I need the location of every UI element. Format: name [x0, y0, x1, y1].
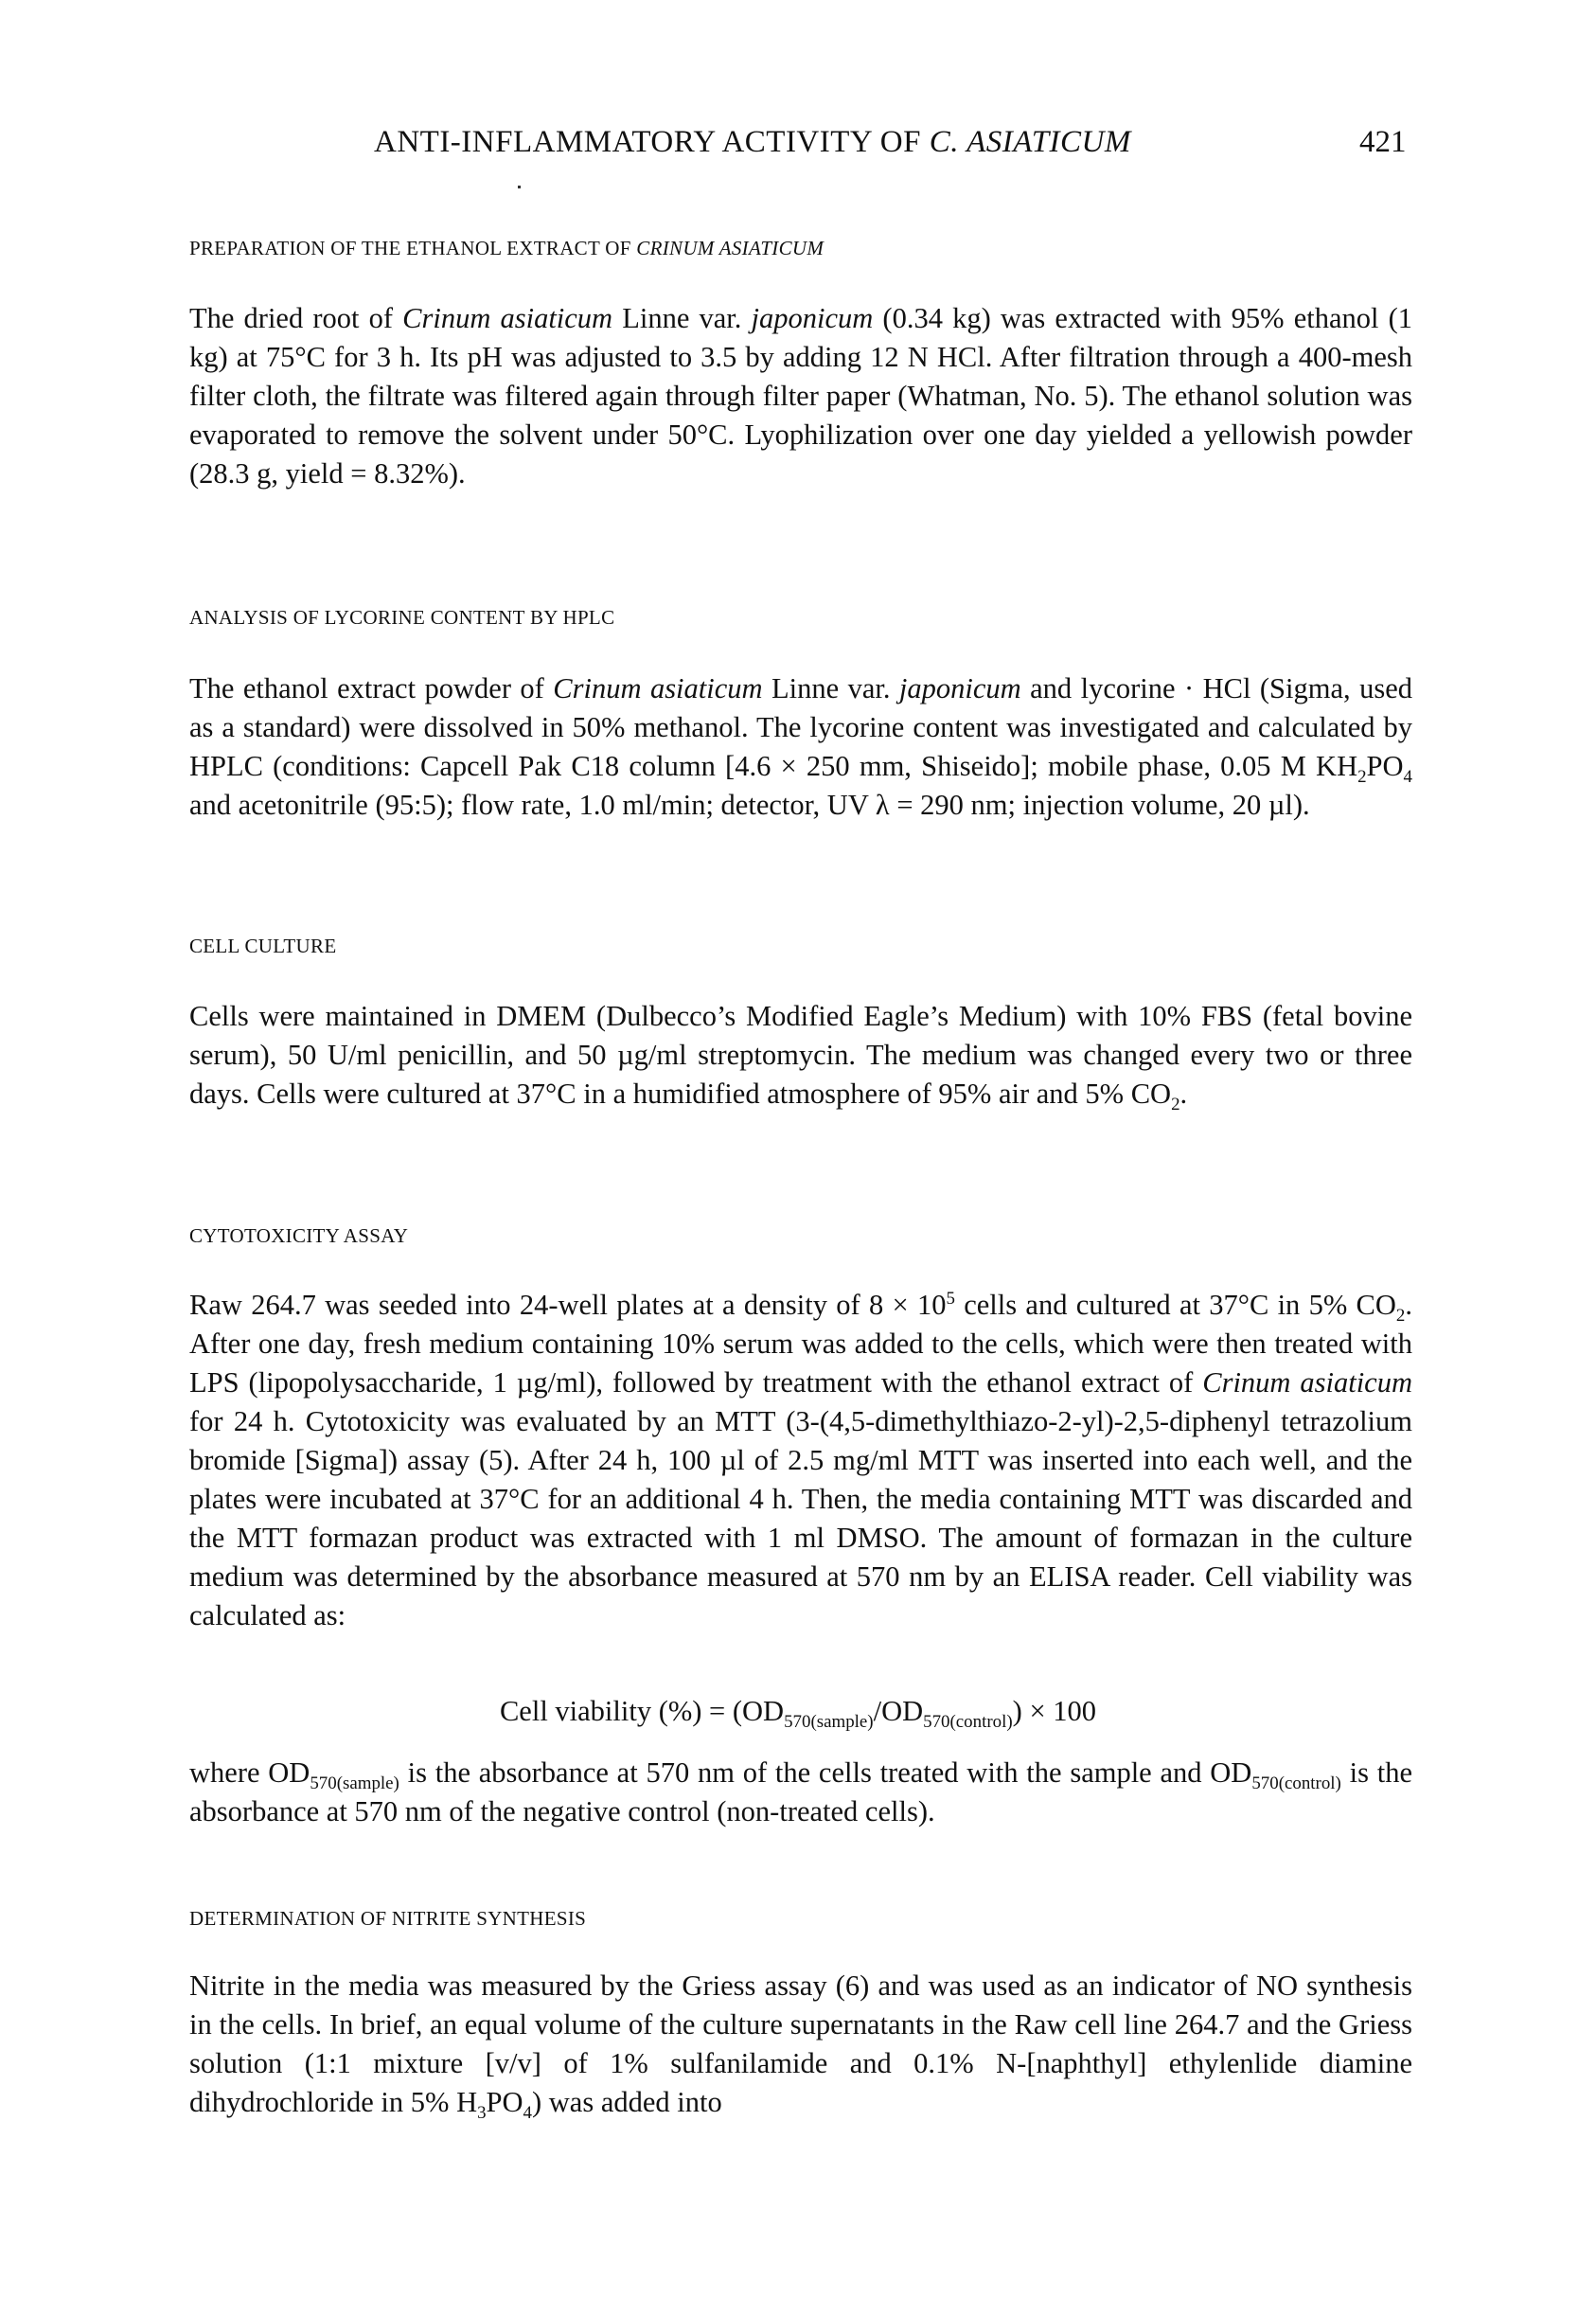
- paragraph: [189, 299, 1412, 493]
- text-run: . After one day, fresh medium containing 10% serum was added to the cells, which were then treated with LPS (lipopolysaccharide, 1 µg/ml), followed by treatment with the ethanol extract of: [189, 1289, 1412, 1399]
- text-run: cells and cultured at 37°C in 5% CO: [954, 1289, 1396, 1321]
- text-run: PO: [486, 2086, 523, 2118]
- text-run: (0.34 kg) was extracted with 95% ethanol (1 kg) at 75°C for 3 h. Its pH was adjusted to 3.5 by adding 12 N HCl. After filtration through a 400-mesh filter cloth, the filtrate was filtered again through filter paper (Whatman, No. 5). The ethanol solution was evaporated to remove the solvent under 50°C. Lyophilization over one day yielded a yellowish powder (28.3 g, yield = 8.32%).: [189, 302, 1412, 490]
- text-run: PREPARATION OF THE ETHANOL EXTRACT OF: [189, 237, 637, 259]
- text-run: ANALYSIS OF LYCORINE CONTENT BY HPLC: [189, 606, 615, 629]
- text-run: ) was added into: [532, 2086, 722, 2118]
- section-heading: [189, 1224, 408, 1248]
- subscript: 570(sample): [310, 1773, 399, 1794]
- section-heading: [189, 935, 336, 958]
- text-run: Linne var.: [762, 672, 899, 704]
- section-heading: [189, 1907, 586, 1931]
- text-run: The dried root of: [189, 302, 403, 334]
- text-run: DETERMINATION OF NITRITE SYNTHESIS: [189, 1907, 587, 1930]
- italic-text: japonicum: [751, 302, 874, 334]
- text-run: where OD: [189, 1756, 310, 1789]
- text-run: is the absorbance at 570 nm of the cells treated with the sample and OD: [399, 1756, 1252, 1789]
- text-run: Linne var.: [612, 302, 752, 334]
- paragraph: [189, 1967, 1412, 2122]
- section-heading: [189, 606, 614, 630]
- subscript: 2: [1171, 1095, 1180, 1115]
- text-run: .: [1179, 1078, 1188, 1110]
- italic-text: Crinum asiaticum: [402, 302, 613, 334]
- subscript: 2: [1395, 1306, 1406, 1327]
- text-run: /OD: [873, 1695, 924, 1727]
- text-run: for 24 h. Cytotoxicity was evaluated by an MTT (3-(4,5-dimethylthiazo-2-yl)-2,5-diphenyl tetrazolium bromide [Sigma]) assay (5). After 24 h, 100 µl of 2.5 mg/ml MTT was inserted into each well, and the plates were incubated at 37°C for an additional 4 h. Then, the media containing MTT was discarded and the MTT formazan product was extracted with 1 ml DMSO. The amount of formazan in the culture medium was determined by the absorbance measured at 570 nm by an ELISA reader. Cell viability was calculated as:: [189, 1405, 1412, 1631]
- text-run: Cell viability (%) = (OD: [499, 1695, 785, 1727]
- italic-text: Crinum asiaticum: [1202, 1366, 1412, 1399]
- text-run: is the absorbance at 570 nm of the negative control (non-treated cells).: [189, 1756, 1412, 1827]
- italic-text: Crinum asiaticum: [553, 672, 763, 704]
- paragraph: [189, 1754, 1412, 1831]
- page-number: 421: [1359, 125, 1407, 159]
- text-run: ) × 100: [1012, 1695, 1097, 1727]
- paragraph: [189, 1286, 1412, 1635]
- paragraph: [189, 997, 1412, 1114]
- running-head-text: ANTI-INFLAMMATORY ACTIVITY OF: [374, 125, 930, 159]
- stray-dot: [518, 186, 521, 188]
- subscript: 3: [477, 2103, 487, 2124]
- subscript: 4: [523, 2103, 532, 2124]
- subscript: 4: [1403, 767, 1412, 788]
- text-run: PO: [1366, 750, 1404, 782]
- paragraph: [189, 669, 1412, 825]
- text-run: Raw 264.7 was seeded into 24-well plates at a density of 8 × 10: [189, 1289, 947, 1321]
- subscript: 2: [1357, 767, 1367, 788]
- equation: [0, 1695, 1596, 1733]
- text-run: and lycorine · HCl (Sigma, used as a standard) were dissolved in 50% methanol. The lycorine content was investigated and calculated by HPLC (conditions: Capcell Pak C18 column [4.6 × 250 mm, Shiseido]; mobile phase, 0.05 M KH: [189, 672, 1412, 782]
- text-run: The ethanol extract powder of: [189, 672, 554, 704]
- italic-text: japonicum: [898, 672, 1021, 704]
- text-run: Nitrite in the media was measured by the Griess assay (6) and was used as an indicator of NO synthesis in the cells. In brief, an equal volume of the culture supernatants in the Raw cell line 264.7 and the Griess solution (1:1 mixture [v/v] of 1% sulfanilamide and 0.1% N-[naphthyl] ethylenlide diamine dihydrochloride in 5% H: [189, 1969, 1412, 2118]
- italic-text: CRINUM ASIATICUM: [636, 237, 825, 259]
- subscript: 570(sample): [784, 1712, 874, 1733]
- text-run: Cells were maintained in DMEM (Dulbecco’s Modified Eagle’s Medium) with 10% FBS (fetal bovine serum), 50 U/ml penicillin, and 50 µg/ml streptomycin. The medium was changed every two or three days. Cells were cultured at 37°C in a humidified atmosphere of 95% air and 5% CO: [189, 1000, 1412, 1110]
- running-head-italic: C. ASIATICUM: [929, 125, 1131, 159]
- text-run: CELL CULTURE: [189, 935, 337, 957]
- subscript: 570(control): [923, 1712, 1013, 1733]
- text-run: CYTOTOXICITY ASSAY: [189, 1224, 409, 1247]
- superscript: 5: [946, 1288, 955, 1309]
- text-run: and acetonitrile (95:5); flow rate, 1.0 ml/min; detector, UV λ = 290 nm; injection volume, 20 µl).: [189, 789, 1310, 821]
- running-head-title: [374, 125, 1131, 160]
- section-heading: [189, 237, 824, 260]
- subscript: 570(control): [1251, 1773, 1341, 1794]
